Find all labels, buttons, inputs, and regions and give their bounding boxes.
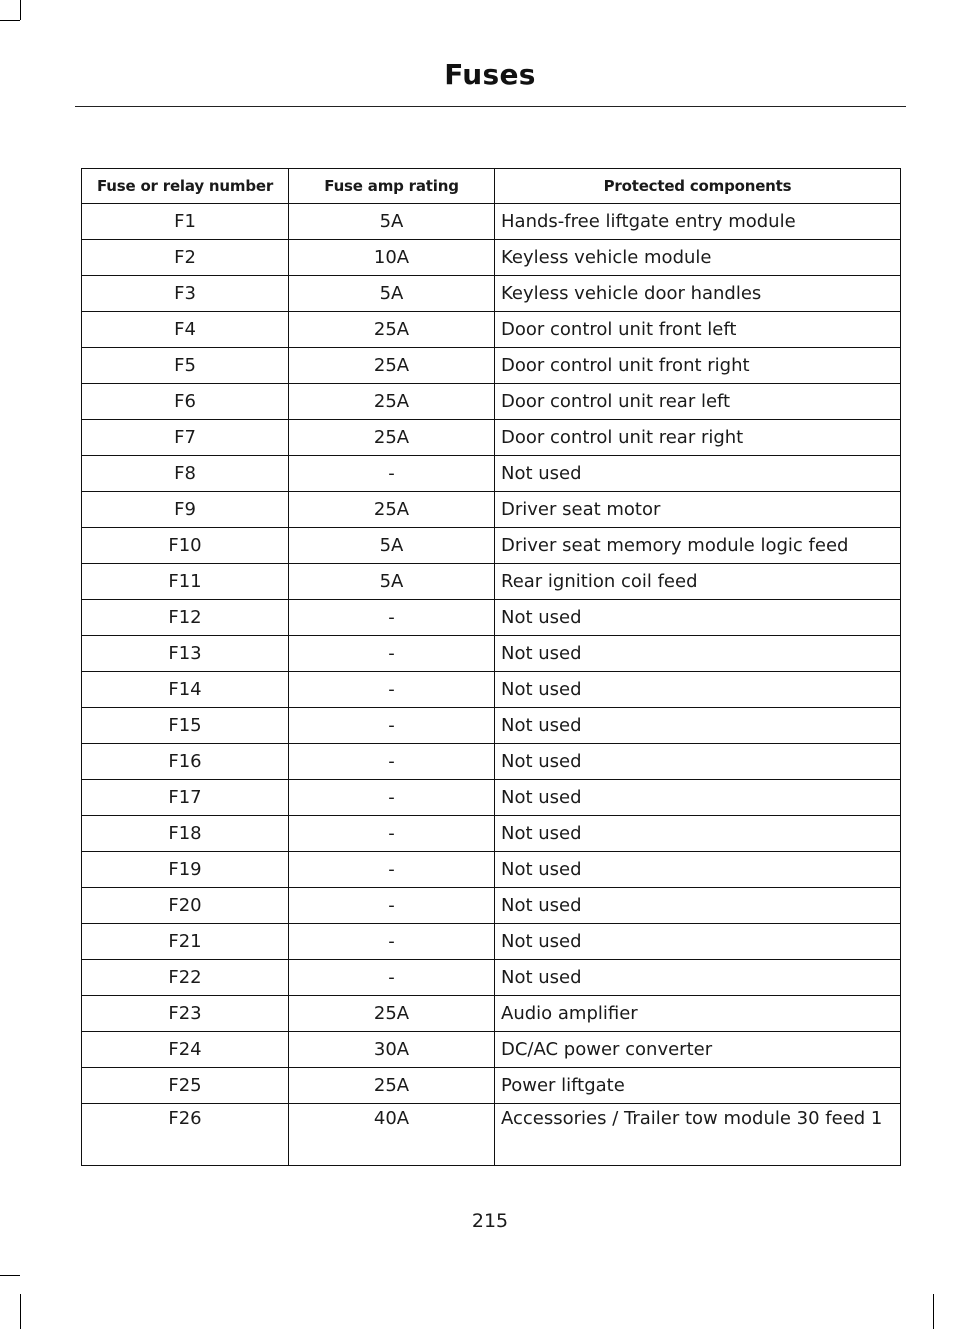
fuse-number-cell: F19 — [82, 852, 289, 888]
table-row — [82, 996, 901, 1032]
fuse-number-cell: F1 — [82, 204, 289, 240]
fuse-number-cell: F24 — [82, 1032, 289, 1068]
fuse-number-cell: F4 — [82, 312, 289, 348]
amp-rating-cell: - — [289, 960, 495, 996]
amp-rating-cell: 25A — [289, 492, 495, 528]
crop-mark-bottom-left-horizontal — [0, 1275, 20, 1276]
amp-rating-cell: 5A — [289, 204, 495, 240]
protected-component-cell: DC/AC power converter — [495, 1032, 901, 1068]
protected-component-cell: Door control unit rear left — [495, 384, 901, 420]
fuse-number-cell: F23 — [82, 996, 289, 1032]
table-row — [82, 816, 901, 852]
amp-rating-cell: 25A — [289, 420, 495, 456]
fuse-number-cell: F11 — [82, 564, 289, 600]
amp-rating-cell: - — [289, 744, 495, 780]
protected-component-cell: Not used — [495, 636, 901, 672]
table-row — [82, 1104, 901, 1166]
protected-component-cell: Not used — [495, 780, 901, 816]
table-row — [82, 276, 901, 312]
amp-rating-cell: - — [289, 600, 495, 636]
table-row — [82, 708, 901, 744]
table-row — [82, 744, 901, 780]
fuse-number-cell: F26 — [82, 1104, 289, 1166]
protected-component-cell: Power liftgate — [495, 1068, 901, 1104]
protected-component-cell: Not used — [495, 888, 901, 924]
amp-rating-cell: 25A — [289, 1068, 495, 1104]
fuse-number-cell: F9 — [82, 492, 289, 528]
header-amp-rating: Fuse amp rating — [289, 169, 495, 204]
fuse-number-cell: F14 — [82, 672, 289, 708]
crop-mark-top-left-horizontal — [0, 20, 20, 21]
table-row — [82, 780, 901, 816]
table-row — [82, 636, 901, 672]
protected-component-cell: Not used — [495, 960, 901, 996]
protected-component-cell: Door control unit front left — [495, 312, 901, 348]
header-protected-components: Protected components — [495, 169, 901, 204]
table-row — [82, 456, 901, 492]
table-row — [82, 204, 901, 240]
amp-rating-cell: - — [289, 852, 495, 888]
protected-component-cell: Hands-free liftgate entry module — [495, 204, 901, 240]
amp-rating-cell: 5A — [289, 276, 495, 312]
fuse-number-cell: F7 — [82, 420, 289, 456]
protected-component-cell: Not used — [495, 852, 901, 888]
table-row — [82, 492, 901, 528]
amp-rating-cell: 10A — [289, 240, 495, 276]
table-row — [82, 312, 901, 348]
amp-rating-cell: 25A — [289, 348, 495, 384]
amp-rating-cell: 25A — [289, 384, 495, 420]
amp-rating-cell: 25A — [289, 312, 495, 348]
fuse-number-cell: F18 — [82, 816, 289, 852]
table-row — [82, 960, 901, 996]
amp-rating-cell: 25A — [289, 996, 495, 1032]
fuse-number-cell: F10 — [82, 528, 289, 564]
table-row — [82, 924, 901, 960]
fuse-number-cell: F3 — [82, 276, 289, 312]
amp-rating-cell: - — [289, 672, 495, 708]
crop-mark-bottom-left-vertical — [20, 1294, 21, 1329]
protected-component-cell: Not used — [495, 456, 901, 492]
fuse-number-cell: F20 — [82, 888, 289, 924]
fuse-table — [81, 168, 901, 1166]
protected-component-cell: Door control unit front right — [495, 348, 901, 384]
page-title: Fuses — [444, 58, 536, 91]
protected-component-cell: Not used — [495, 600, 901, 636]
crop-mark-bottom-right-vertical — [933, 1294, 934, 1329]
fuse-number-cell: F12 — [82, 600, 289, 636]
table-row — [82, 852, 901, 888]
protected-component-cell: Driver seat memory module logic feed — [495, 528, 901, 564]
table-row — [82, 600, 901, 636]
fuse-number-cell: F25 — [82, 1068, 289, 1104]
protected-component-cell: Rear ignition coil feed — [495, 564, 901, 600]
fuse-number-cell: F22 — [82, 960, 289, 996]
table-row — [82, 348, 901, 384]
table-row — [82, 672, 901, 708]
fuse-number-cell: F21 — [82, 924, 289, 960]
fuse-number-cell: F15 — [82, 708, 289, 744]
protected-component-cell: Not used — [495, 924, 901, 960]
amp-rating-cell: 40A — [289, 1104, 495, 1166]
fuse-table-body — [82, 204, 901, 1166]
fuse-number-cell: F6 — [82, 384, 289, 420]
fuse-number-cell: F13 — [82, 636, 289, 672]
page-number: 215 — [471, 1210, 509, 1232]
amp-rating-cell: - — [289, 636, 495, 672]
table-row — [82, 564, 901, 600]
fuse-number-cell: F5 — [82, 348, 289, 384]
amp-rating-cell: - — [289, 924, 495, 960]
amp-rating-cell: - — [289, 888, 495, 924]
protected-component-cell: Not used — [495, 744, 901, 780]
protected-component-cell: Not used — [495, 708, 901, 744]
amp-rating-cell: 30A — [289, 1032, 495, 1068]
protected-component-cell: Audio amplifier — [495, 996, 901, 1032]
table-row — [82, 420, 901, 456]
amp-rating-cell: - — [289, 456, 495, 492]
protected-component-cell: Accessories / Trailer tow module 30 feed 1 — [495, 1104, 901, 1166]
amp-rating-cell: - — [289, 816, 495, 852]
table-row — [82, 240, 901, 276]
protected-component-cell: Not used — [495, 816, 901, 852]
amp-rating-cell: - — [289, 708, 495, 744]
table-row — [82, 528, 901, 564]
table-row — [82, 888, 901, 924]
protected-component-cell: Door control unit rear right — [495, 420, 901, 456]
protected-component-cell: Not used — [495, 672, 901, 708]
header-fuse-number: Fuse or relay number — [82, 169, 289, 204]
table-row — [82, 384, 901, 420]
table-row — [82, 1068, 901, 1104]
table-header-row — [82, 169, 901, 204]
amp-rating-cell: - — [289, 780, 495, 816]
protected-component-cell: Keyless vehicle door handles — [495, 276, 901, 312]
amp-rating-cell: 5A — [289, 564, 495, 600]
fuse-number-cell: F2 — [82, 240, 289, 276]
table-row — [82, 1032, 901, 1068]
crop-mark-top-left-vertical — [20, 0, 21, 20]
protected-component-cell: Driver seat motor — [495, 492, 901, 528]
protected-component-cell: Keyless vehicle module — [495, 240, 901, 276]
title-divider — [75, 106, 906, 107]
fuse-number-cell: F17 — [82, 780, 289, 816]
fuse-number-cell: F8 — [82, 456, 289, 492]
amp-rating-cell: 5A — [289, 528, 495, 564]
fuse-number-cell: F16 — [82, 744, 289, 780]
